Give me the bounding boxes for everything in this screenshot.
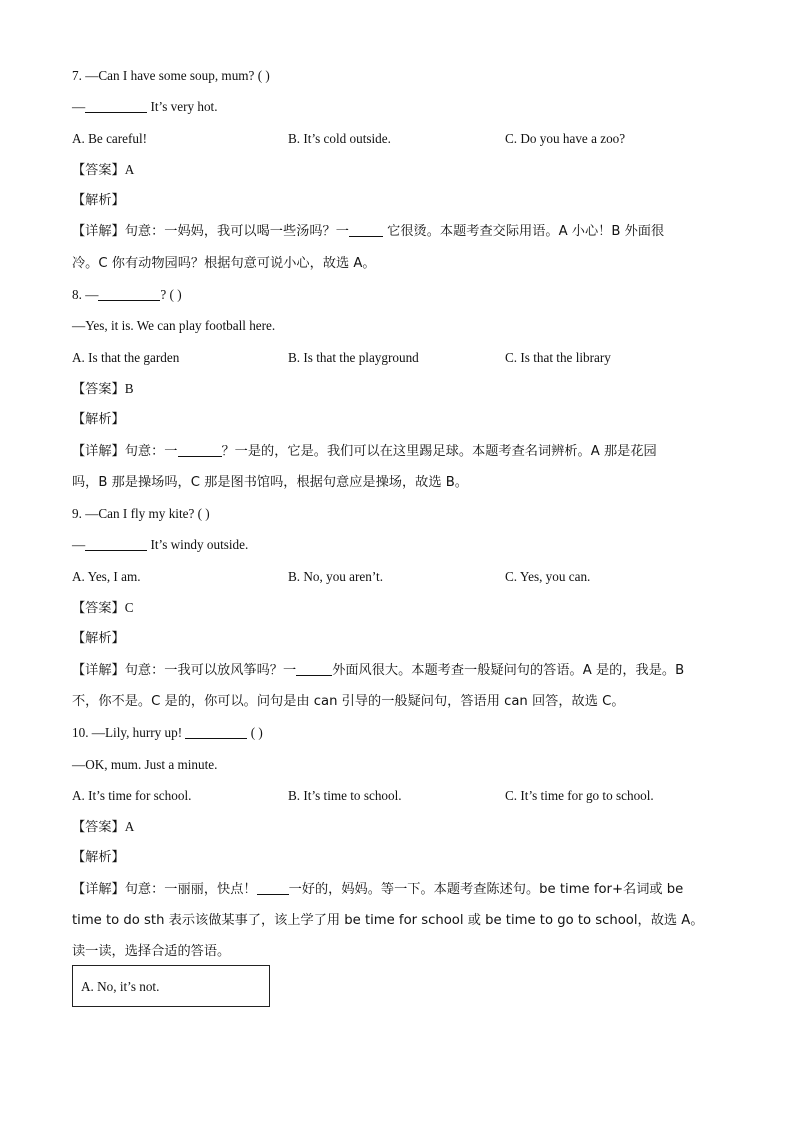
option-b: B. No, you aren’t. bbox=[288, 568, 383, 584]
answer-blank bbox=[98, 286, 160, 301]
question-8-options bbox=[72, 342, 732, 373]
detail-blank bbox=[349, 222, 383, 237]
question-suffix: ? ( ) bbox=[160, 287, 182, 303]
option-c: C. It’s time for go to school. bbox=[505, 787, 654, 803]
question-10-reply: —OK, mum. Just a minute. bbox=[72, 756, 218, 772]
option-a: A. It’s time for school. bbox=[72, 787, 192, 803]
answer-blank bbox=[85, 536, 147, 551]
document-page bbox=[72, 60, 732, 968]
detail-label: 【详解】 bbox=[72, 662, 125, 678]
answer-line bbox=[72, 592, 732, 623]
option-c: C. Do you have a zoo? bbox=[505, 130, 626, 146]
detail-text: 句意：一妈妈，我可以喝一些汤吗？一 bbox=[124, 224, 349, 240]
detail-line-1 bbox=[72, 655, 732, 686]
option-b: B. Is that the playground bbox=[288, 349, 419, 365]
detail-blank bbox=[257, 880, 289, 895]
answer-blank bbox=[185, 724, 247, 739]
reply-text: It’s windy outside. bbox=[147, 537, 249, 553]
question-8-stem bbox=[72, 279, 732, 310]
question-7-options bbox=[72, 123, 732, 154]
analysis-label: 【解析】 bbox=[72, 850, 125, 866]
section-title: 读一读，选择合适的答语。 bbox=[72, 944, 231, 960]
detail-label: 【详解】 bbox=[72, 881, 125, 897]
detail-line-2: time to do sth 表示该做某事了，该上学了用 be time for school 或 be time to go to school，故选 A。 bbox=[72, 913, 704, 929]
detail-text: 句意：一丽丽，快点！ bbox=[124, 881, 257, 897]
option-b: B. It’s cold outside. bbox=[288, 130, 391, 146]
question-7-reply bbox=[72, 91, 732, 122]
detail-blank bbox=[296, 661, 332, 676]
option-c: C. Yes, you can. bbox=[505, 568, 591, 584]
dash: — bbox=[72, 99, 86, 115]
answer-label: 【答案】 bbox=[72, 381, 125, 397]
detail-label: 【详解】 bbox=[72, 443, 125, 459]
answer-value: B bbox=[124, 380, 134, 396]
question-9-options bbox=[72, 561, 732, 592]
answer-value: C bbox=[124, 600, 134, 616]
question-text: 10. —Lily, hurry up! bbox=[72, 725, 186, 741]
detail-blank bbox=[178, 442, 222, 457]
detail-text: 一好的，妈妈。等一下。本题考查陈述句。be time for+名词或 be bbox=[288, 881, 684, 897]
answer-label: 【答案】 bbox=[72, 820, 125, 836]
option-a: A. Yes, I am. bbox=[72, 568, 141, 584]
answer-line bbox=[72, 154, 732, 185]
option-b: B. It’s time to school. bbox=[288, 787, 402, 803]
question-number: 8. — bbox=[72, 287, 99, 303]
option-c: C. Is that the library bbox=[505, 349, 611, 365]
option-box: A. No, it’s not. bbox=[72, 965, 270, 1007]
reply-text: It’s very hot. bbox=[147, 99, 218, 115]
detail-line-2: 不，你不是。C 是的，你可以。问句是由 can 引导的一般疑问句，答语用 can 回答，故选 C。 bbox=[72, 693, 625, 709]
question-9-reply bbox=[72, 529, 732, 560]
detail-text: 外面风很大。本题考查一般疑问句的答语。A 是的，我是。B bbox=[332, 662, 685, 678]
detail-text: ？一是的，它是。我们可以在这里踢足球。本题考查名词辨析。A 那是花园 bbox=[221, 443, 657, 459]
answer-line bbox=[72, 373, 732, 404]
dash: — bbox=[72, 537, 86, 553]
answer-line bbox=[72, 811, 732, 842]
question-7-stem: 7. —Can I have some soup, mum? ( ) bbox=[72, 68, 270, 83]
detail-text: 句意：一我可以放风筝吗？一 bbox=[124, 662, 297, 678]
analysis-label: 【解析】 bbox=[72, 193, 125, 209]
detail-line-1 bbox=[72, 436, 732, 467]
analysis-label: 【解析】 bbox=[72, 412, 125, 428]
answer-label: 【答案】 bbox=[72, 601, 125, 617]
question-9-stem: 9. —Can I fly my kite? ( ) bbox=[72, 506, 210, 522]
answer-label: 【答案】 bbox=[72, 162, 125, 178]
detail-text: 它很烫。本题考查交际用语。A 小心！B 外面很 bbox=[382, 224, 665, 240]
question-10-stem bbox=[72, 717, 732, 748]
detail-line-1 bbox=[72, 216, 732, 247]
option-a: A. Is that the garden bbox=[72, 349, 180, 365]
answer-blank bbox=[85, 98, 147, 113]
answer-value: A bbox=[124, 819, 135, 835]
detail-line-2: 冷。C 你有动物园吗？根据句意可说小心，故选 A。 bbox=[72, 255, 376, 271]
detail-label: 【详解】 bbox=[72, 224, 125, 240]
answer-value: A bbox=[124, 161, 135, 177]
question-10-options bbox=[72, 780, 732, 811]
detail-line-1 bbox=[72, 874, 732, 905]
question-suffix: ( ) bbox=[247, 725, 263, 741]
question-8-reply: —Yes, it is. We can play football here. bbox=[72, 318, 276, 334]
analysis-label: 【解析】 bbox=[72, 631, 125, 647]
detail-line-2: 吗，B 那是操场吗，C 那是图书馆吗，根据句意应是操场，故选 B。 bbox=[72, 474, 468, 490]
detail-text: 句意：一 bbox=[124, 443, 178, 459]
option-a: A. Be careful! bbox=[72, 130, 148, 146]
